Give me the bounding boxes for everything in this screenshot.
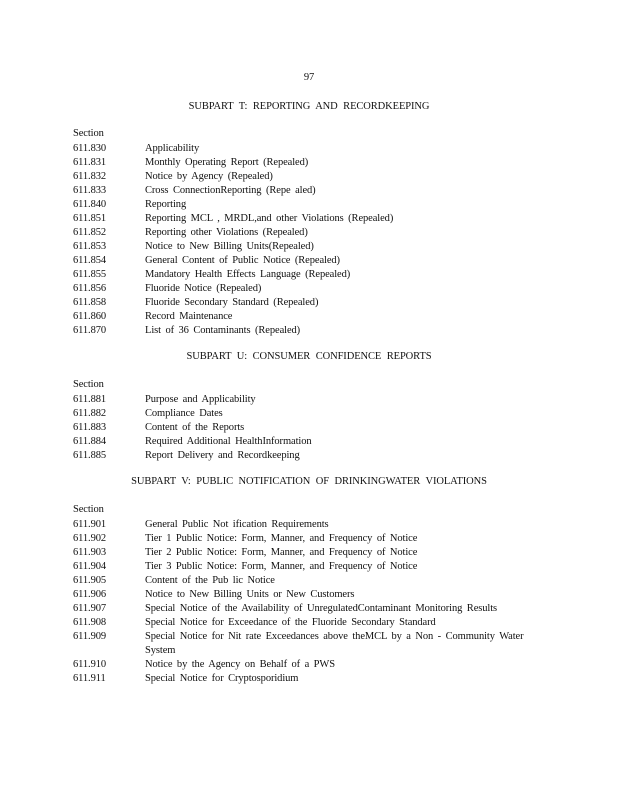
subpart-t-heading: SUBPART T: REPORTING AND RECORDKEEPING: [188, 101, 430, 112]
section-number: 611.881: [73, 394, 107, 405]
section-number: 611.905: [73, 575, 107, 586]
list-item: [73, 616, 543, 630]
section-number: 611.906: [73, 589, 107, 600]
section-number: 611.860: [73, 311, 107, 322]
list-item: [73, 282, 543, 296]
section-title: Tier 3 Public Notice: Form, Manner, and Frequency of Notice: [145, 561, 418, 572]
section-title: Tier 2 Public Notice: Form, Manner, and Frequency of Notice: [145, 547, 418, 558]
section-title: Content of the Pub lic Notice: [145, 575, 275, 586]
section-title: Monthly Operating Report (Repealed): [145, 157, 309, 168]
section-number: 611.903: [73, 547, 107, 558]
section-number: 611.831: [73, 157, 107, 168]
section-number: 611.901: [73, 519, 107, 530]
section-number: 611.840: [73, 199, 107, 210]
section-title: General Public Not ification Requirements: [145, 519, 329, 530]
list-item: [73, 198, 543, 212]
list-item: [73, 170, 543, 184]
section-title: Tier 1 Public Notice: Form, Manner, and Frequency of Notice: [145, 533, 418, 544]
section-number: 611.907: [73, 603, 107, 614]
section-number: 611.833: [73, 185, 107, 196]
list-item: [73, 393, 543, 407]
section-title: Applicability: [145, 143, 200, 154]
section-title: Notice to New Billing Units(Repealed): [145, 241, 314, 252]
section-title: List of 36 Contaminants (Repealed): [145, 325, 301, 336]
section-number: 611.902: [73, 533, 107, 544]
list-item: [73, 184, 543, 198]
section-number: 611.851: [73, 213, 107, 224]
section-number: 611.882: [73, 408, 107, 419]
list-item: [73, 212, 543, 226]
section-number: 611.856: [73, 283, 107, 294]
section-title: Notice by the Agency on Behalf of a PWS: [145, 659, 335, 670]
list-item: [73, 324, 543, 338]
section-number: 611.858: [73, 297, 107, 308]
list-item: [73, 268, 543, 282]
section-title: Reporting MCL , MRDL,and other Violations (Repealed): [145, 213, 394, 224]
subpart-t-list: [73, 142, 543, 338]
section-number: 611.852: [73, 227, 107, 238]
list-item: [73, 310, 543, 324]
section-title: General Content of Public Notice (Repealed): [145, 255, 340, 266]
list-item: [73, 532, 543, 546]
list-item: [73, 546, 543, 560]
section-number: 611.910: [73, 659, 107, 670]
section-title: Mandatory Health Effects Language (Repealed): [145, 269, 351, 280]
list-item: [73, 449, 543, 463]
section-title: Special Notice of the Availability of UnregulatedContaminant Monitoring Results: [145, 603, 498, 614]
section-number: 611.855: [73, 269, 107, 280]
section-title: Special Notice for Cryptosporidium: [145, 673, 299, 684]
subpart-u-heading: SUBPART U: CONSUMER CONFIDENCE REPORTS: [186, 351, 432, 362]
list-item: [73, 226, 543, 240]
section-title: Fluoride Notice (Repealed): [145, 283, 262, 294]
section-title: Required Additional HealthInformation: [145, 436, 312, 447]
section-title: Purpose and Applicability: [145, 394, 256, 405]
section-label: Section: [73, 504, 104, 515]
section-number: 611.883: [73, 422, 107, 433]
subpart-v-heading: SUBPART V: PUBLIC NOTIFICATION OF DRINKINGWATER VIOLATIONS: [131, 476, 487, 487]
section-title: Fluoride Secondary Standard (Repealed): [145, 297, 319, 308]
section-number: 611.908: [73, 617, 107, 628]
section-title: Special Notice for Exceedance of the Fluoride Secondary Standard: [145, 617, 436, 628]
section-title: Special Notice for Nit rate Exceedances above theMCL by a Non - Community Water System: [145, 631, 524, 656]
list-item: [73, 296, 543, 310]
list-item: [73, 560, 543, 574]
subpart-v-list: [73, 518, 543, 686]
page-number: 97: [303, 72, 315, 83]
section-title: Content of the Reports: [145, 422, 245, 433]
section-number: 611.870: [73, 325, 107, 336]
section-label: Section: [73, 379, 104, 390]
list-item: [73, 142, 543, 156]
list-item: [73, 421, 543, 435]
list-item: [73, 630, 543, 658]
section-title: Compliance Dates: [145, 408, 223, 419]
list-item: [73, 602, 543, 616]
section-label: Section: [73, 128, 104, 139]
list-item: [73, 658, 543, 672]
section-title: Report Delivery and Recordkeeping: [145, 450, 300, 461]
list-item: [73, 254, 543, 268]
list-item: [73, 156, 543, 170]
subpart-u-list: [73, 393, 543, 463]
list-item: [73, 518, 543, 532]
section-title: Reporting other Violations (Repealed): [145, 227, 308, 238]
section-title: Reporting: [145, 199, 187, 210]
section-number: 611.909: [73, 631, 107, 642]
section-number: 611.884: [73, 436, 107, 447]
list-item: [73, 435, 543, 449]
section-number: 611.830: [73, 143, 107, 154]
section-title: Cross ConnectionReporting (Repe aled): [145, 185, 316, 196]
section-number: 611.853: [73, 241, 107, 252]
list-item: [73, 574, 543, 588]
section-title: Notice to New Billing Units or New Customers: [145, 589, 355, 600]
section-number: 611.854: [73, 255, 107, 266]
section-number: 611.885: [73, 450, 107, 461]
section-number: 611.904: [73, 561, 107, 572]
section-number: 611.832: [73, 171, 107, 182]
list-item: [73, 672, 543, 686]
list-item: [73, 588, 543, 602]
section-title: Record Maintenance: [145, 311, 233, 322]
section-title: Notice by Agency (Repealed): [145, 171, 273, 182]
section-number: 611.911: [73, 673, 106, 684]
list-item: [73, 407, 543, 421]
list-item: [73, 240, 543, 254]
